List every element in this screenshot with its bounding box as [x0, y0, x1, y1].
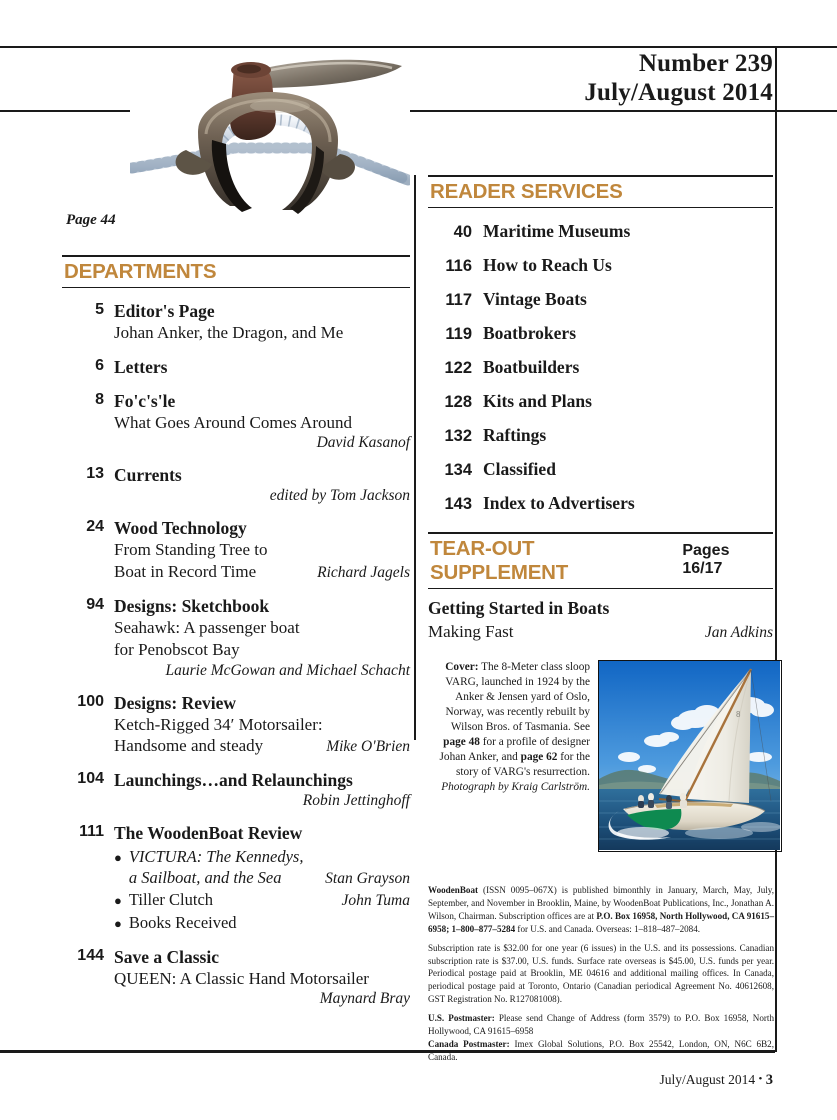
fineprint-paragraph-1	[428, 884, 774, 936]
cover-photo-credit: Photograph by Kraig Carlström.	[441, 781, 590, 794]
tear-out-rule-bottom	[428, 588, 773, 590]
toc-entry[interactable]	[62, 693, 410, 758]
rs-page-number: 134	[444, 461, 472, 479]
publication-fine-print	[428, 884, 774, 1070]
toc-entry[interactable]	[62, 947, 410, 1009]
rs-label: Vintage Boats	[483, 289, 587, 309]
rs-page-number: 116	[445, 257, 472, 275]
toc-title: Designs: Sketchbook	[114, 596, 270, 617]
publication-brand: WoodenBoat	[428, 885, 479, 895]
toc-title: Launchings…and Relaunchings	[114, 770, 353, 791]
bullet-dot-icon: ●	[114, 916, 122, 932]
reader-services-row[interactable]	[428, 255, 773, 276]
toc-description-line1: From Standing Tree to	[114, 540, 268, 560]
page-right-border	[775, 46, 777, 1052]
cover-text-2: for a profile of designer Johan Anker, and	[439, 736, 590, 764]
reader-services-row[interactable]	[428, 493, 773, 514]
subscription-address: P.O. Box 16958, North Hollywood, CA 91615–6958; 1–800–877–5284	[428, 910, 774, 934]
us-postmaster-text: Please send Change of Address (form 3579) to P.O. Box 16958, North Hollywood, CA 91615–6958	[428, 1013, 774, 1037]
reader-services-row[interactable]	[428, 323, 773, 344]
tear-out-byline: Jan Adkins	[704, 624, 773, 641]
toc-page-number: 13	[86, 465, 104, 483]
rs-page-number: 122	[444, 359, 472, 377]
reader-services-row[interactable]	[428, 221, 773, 242]
tiller-clutch-photo	[130, 48, 410, 228]
toc-description-line1: Seahawk: A passenger boat	[114, 618, 300, 638]
bullet-dot-icon: ●	[114, 893, 122, 909]
rs-page-number: 132	[444, 427, 472, 445]
toc-page-number: 5	[95, 301, 104, 318]
toc-page-number: 144	[77, 946, 104, 964]
header-rule-bottom	[0, 110, 837, 112]
toc-description: QUEEN: A Classic Hand Motorsailer	[114, 968, 369, 988]
rs-label: Raftings	[483, 425, 547, 445]
toc-description-line2: Boat in Record Time	[114, 562, 257, 582]
svg-text:8: 8	[736, 710, 741, 719]
tear-out-supplement-section	[428, 532, 773, 642]
toc-entry[interactable]	[62, 301, 410, 344]
tear-out-title: Getting Started in Boats	[428, 598, 610, 618]
toc-page-number: 111	[79, 823, 104, 841]
reader-services-row[interactable]	[428, 289, 773, 310]
rs-label: Classified	[483, 459, 556, 479]
us-postmaster-label: U.S. Postmaster:	[428, 1013, 495, 1024]
toc-page-number: 100	[77, 692, 104, 710]
review-bullet-item[interactable]	[114, 847, 410, 888]
toc-title: Letters	[114, 356, 168, 377]
reader-services-rule-bottom	[428, 207, 773, 209]
departments-rule-bottom	[62, 287, 410, 289]
canada-postmaster-label: Canada Postmaster:	[428, 1038, 510, 1049]
tear-out-section-header	[428, 532, 773, 589]
toc-byline: Laurie McGowan and Michael Schacht	[165, 661, 410, 679]
toc-description-line2: Handsome and steady	[114, 736, 264, 756]
toc-description-line2: for Penobscot Bay	[114, 639, 240, 659]
hero-caption: Page 44	[66, 212, 116, 228]
cover-page-ref-2: page 62	[520, 751, 558, 764]
toc-entry[interactable]	[62, 770, 410, 810]
fineprint-p1-c: for U.S. and Canada. Overseas: 1–818–487–2084.	[515, 923, 701, 934]
toc-title: The WoodenBoat Review	[114, 823, 303, 844]
toc-title: Designs: Review	[114, 692, 236, 713]
sailboat-varg-photo	[598, 660, 782, 852]
rs-label: Maritime Museums	[483, 221, 631, 241]
toc-title: Currents	[114, 465, 182, 486]
issue-number: Number 239	[638, 50, 773, 77]
footer-separator-dot-icon: •	[758, 1073, 763, 1085]
header-rule-top	[0, 46, 837, 48]
fineprint-paragraph-3	[428, 1012, 774, 1064]
departments-section-header	[62, 255, 410, 288]
reader-services-heading: READER SERVICES	[430, 179, 623, 203]
reader-services-section-header	[428, 175, 773, 208]
rs-page-number: 128	[444, 393, 472, 411]
review-bullet-list	[114, 847, 410, 934]
toc-entry[interactable]	[62, 465, 410, 505]
tear-out-heading: TEAR-OUT SUPPLEMENT	[430, 536, 569, 584]
departments-heading: DEPARTMENTS	[64, 259, 217, 283]
reader-services-column	[428, 175, 773, 642]
cover-text-1: The 8-Meter class sloop VARG, launched in 1924 by the Anker & Jensen yard of Oslo, Norway, was recently rebuilt by Wilson Bros. of Tasmania. See	[445, 661, 590, 734]
review-bullet-item[interactable]	[114, 913, 410, 934]
toc-title: Editor's Page	[114, 301, 215, 321]
reader-services-row[interactable]	[428, 391, 773, 412]
rs-label: Boatbrokers	[483, 323, 577, 343]
toc-entry[interactable]	[62, 596, 410, 679]
page-footer	[660, 1072, 774, 1089]
toc-byline: David Kasanof	[316, 434, 410, 452]
toc-byline: Mike O'Brien	[326, 738, 410, 756]
toc-description: What Goes Around Comes Around	[114, 412, 352, 432]
bullet-text-line1: Books Received	[128, 913, 237, 933]
tear-out-subtitle: Making Fast	[428, 622, 514, 641]
toc-description-line1: Ketch-Rigged 34′ Motorsailer:	[114, 714, 323, 734]
footer-date: July/August 2014	[659, 1072, 756, 1087]
rs-page-number: 143	[444, 495, 472, 513]
canada-postmaster-text: Imex Global Solutions, P.O. Box 25542, London, ON, N6C 6B2, Canada.	[428, 1038, 774, 1062]
reader-services-row[interactable]	[428, 459, 773, 480]
fineprint-paragraph-2: Subscription rate is $32.00 for one year (6 issues) in the U.S. and its possessions. Canadian subscription rate is $37.00, U.S. funds. Surface rate overseas is $45.00, U.S. funds per year. Periodical postage paid at Brooklin, ME 04616 and additional mailing offices. In Canada, periodical postage paid at Toronto, Ontario (Canadian periodical Agreement No. 40612608, GST Registration No. R127081008).	[428, 942, 774, 1005]
review-bullet-item[interactable]	[114, 890, 410, 911]
reader-services-row[interactable]	[428, 357, 773, 378]
toc-title: Fo'c's'le	[114, 390, 176, 411]
toc-page-number: 94	[86, 596, 104, 614]
toc-page-number: 6	[95, 356, 104, 374]
rs-label: Kits and Plans	[483, 391, 592, 411]
rs-page-number: 40	[453, 223, 472, 241]
toc-byline: Richard Jagels	[317, 564, 410, 582]
toc-byline: Robin Jettinghoff	[302, 792, 410, 810]
rs-page-number: 119	[445, 325, 472, 343]
bullet-text-line1: Tiller Clutch	[128, 890, 214, 910]
toc-page-number: 24	[86, 518, 104, 536]
toc-page-number: 104	[77, 770, 104, 788]
toc-entry[interactable]	[62, 823, 410, 934]
toc-entry[interactable]	[62, 518, 410, 583]
masthead	[584, 50, 773, 108]
toc-entry[interactable]	[62, 391, 410, 453]
footer-page-number: 3	[765, 1072, 773, 1088]
bullet-byline: John Tuma	[341, 892, 410, 910]
toc-byline: edited by Tom Jackson	[269, 487, 410, 505]
toc-title: Wood Technology	[114, 518, 247, 539]
tear-out-pages: Pages 16/17	[682, 541, 730, 577]
cover-block	[428, 660, 776, 852]
bullet-byline: Stan Grayson	[325, 869, 410, 887]
reader-services-row[interactable]	[428, 425, 773, 446]
cover-label: Cover:	[445, 661, 479, 673]
bullet-dot-icon: ●	[114, 850, 122, 866]
toc-title: Save a Classic	[114, 946, 219, 967]
fineprint-p1-a: (ISSN 0095–067X) is published bimonthly in January, March, May, July, September, and November in Brooklin, Maine, by WoodenBoat Publications, Inc., Jonathan A. Wilson, Chairman. Subscription offices are at	[428, 885, 774, 921]
rs-page-number: 117	[445, 291, 472, 309]
cover-text-3: for the story of VARG's resurrection.	[455, 751, 590, 779]
departments-column	[62, 255, 410, 1008]
toc-page-number: 8	[95, 390, 104, 408]
cover-caption	[428, 660, 590, 852]
bullet-text-line2: a Sailboat, and the Sea	[128, 867, 282, 887]
column-divider	[414, 175, 416, 740]
rs-label: How to Reach Us	[483, 255, 612, 275]
cover-page-ref-1: page 48	[443, 736, 480, 749]
issue-date: July/August 2014	[584, 78, 773, 106]
bullet-text-line1: VICTURA: The Kennedys,	[128, 847, 304, 867]
toc-entry[interactable]	[62, 357, 410, 378]
toc-description: Johan Anker, the Dragon, and Me	[114, 323, 344, 342]
toc-byline: Maynard Bray	[319, 990, 410, 1008]
rs-label: Boatbuilders	[483, 357, 580, 377]
rs-label: Index to Advertisers	[483, 493, 635, 513]
